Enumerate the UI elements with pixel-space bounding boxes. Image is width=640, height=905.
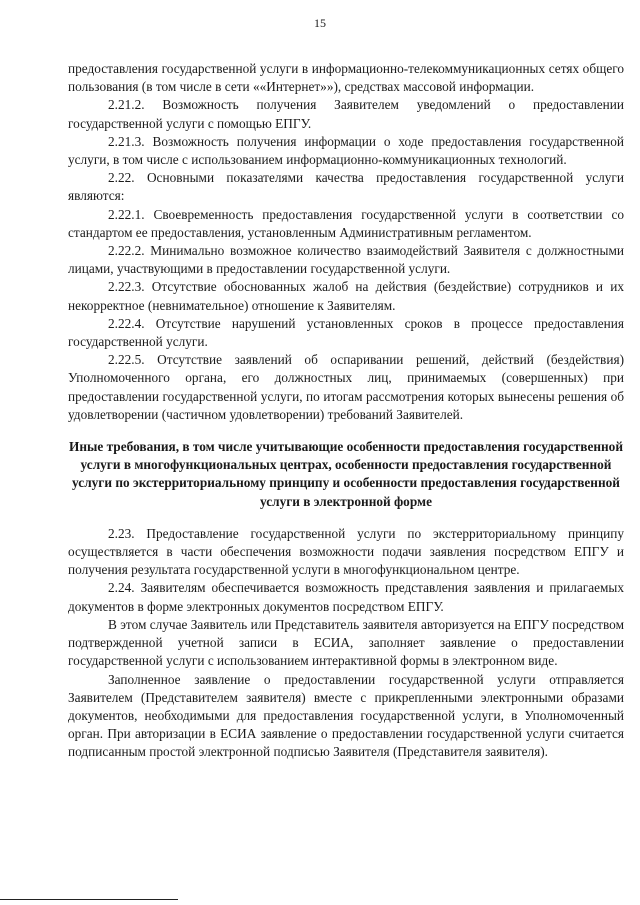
section-heading: Иные требования, в том числе учитывающие особенности предоставления государственной услуги в многофункциональных центрах, особенности предоставления государственной услуги по экстерриториальному принципу и особенности предоставления государственной услуги в электронной форме (69, 439, 623, 509)
paragraph: 2.22.4. Отсутствие нарушений установленных сроков в процессе предоставления государственной услуги. (68, 315, 624, 350)
paragraph: 2.22. Основными показателями качества предоставления государственной услуги являются: (68, 170, 624, 204)
paragraph: Заполненное заявление о предоставлении государственной услуги отправляется Заявителем (Представителем заявителя) вместе с прикрепленными электронными образами документов, необходимыми для предоставления государственной услуги, в Уполномоченный орган. При авторизации в ЕСИА заявление о предоставлении государственной услуги считается подписанным простой электронной подписью Заявителя (Представителя заявителя). (68, 671, 624, 760)
paragraph: 2.22.3. Отсутствие обоснованных жалоб на действия (бездействие) сотрудников и их некорректное (невнимательное) отношение к Заявителям. (68, 279, 624, 313)
paragraph: предоставления государственной услуги в информационно-телекоммуникационных сетях общего пользования (в том числе в сети ««Интернет»»), средствах массовой информации. (68, 61, 624, 95)
paragraph: 2.22.2. Минимально возможное количество взаимодействий Заявителя с должностными лицами, участвующими в предоставлении государственной услуги. (68, 243, 624, 277)
paragraph: 2.23. Предоставление государственной услуги по экстерриториальному принципу осуществляется в части обеспечения возможности подачи заявления посредством ЕПГУ и получения результата государственной услуги в многофункциональном центре. (68, 525, 624, 578)
footnote-divider (0, 899, 178, 900)
document-body (68, 60, 624, 762)
page-number: 15 (314, 16, 326, 30)
paragraph: 2.21.3. Возможность получения информации о ходе предоставления государственной услуги, в том числе с использованием информационно-коммуникационных технологий. (68, 133, 624, 168)
paragraph: 2.22.5. Отсутствие заявлений об оспаривании решений, действий (бездействия) Уполномоченного органа, его должностных лиц, принимаемых (совершенных) при предоставлении государственной услуги, по итогам рассмотрения которых вынесены решения об удовлетворении (частичном удовлетворении) требований Заявителей. (68, 352, 624, 422)
paragraph: 2.21.2. Возможность получения Заявителем уведомлений о предоставлении государственной услуги с помощью ЕПГУ. (68, 97, 624, 131)
paragraph: В этом случае Заявитель или Представитель заявителя авторизуется на ЕПГУ посредством подтвержденной учетной записи в ЕСИА, заполняет заявление о предоставлении государственной услуги с использованием интерактивной формы в электронном виде. (68, 616, 624, 669)
paragraph: 2.22.1. Своевременность предоставления государственной услуги в соответствии со стандартом ее предоставления, установленным Административным регламентом. (68, 206, 624, 240)
paragraph: 2.24. Заявителям обеспечивается возможность представления заявления и прилагаемых документов в форме электронных документов посредством ЕПГУ. (68, 580, 624, 614)
